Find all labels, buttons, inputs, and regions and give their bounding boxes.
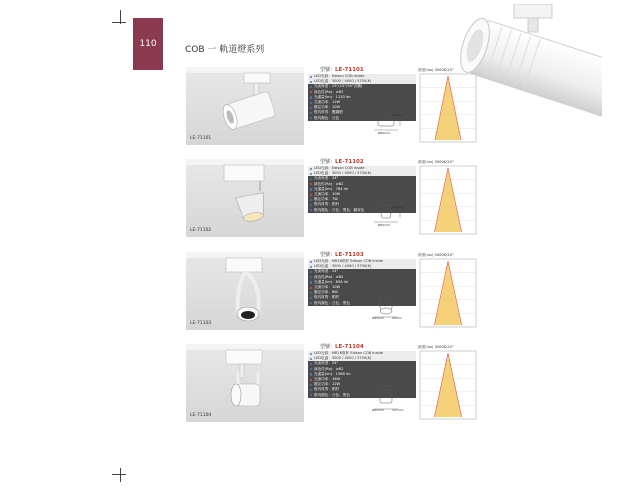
spec-row: 交流功率：16W	[308, 377, 416, 382]
page-number-tab	[133, 18, 163, 70]
beam-diagram	[418, 165, 478, 237]
model-code: LE-71102	[335, 159, 364, 165]
beam-diagram	[418, 350, 478, 422]
model-prefix: 型號：	[320, 252, 336, 258]
product-photo	[186, 67, 304, 145]
illuminance-chart	[418, 160, 478, 238]
model-code: LE-71103	[335, 252, 364, 258]
spec-row: 光通量(lm)：1368 lm	[308, 372, 416, 377]
dimension-drawing	[372, 384, 410, 414]
dimension-diameter: Ø55mm	[372, 408, 385, 412]
spec-row: 演色性(Ra)：≥82	[308, 367, 416, 372]
photo-label: LE-71101	[190, 136, 212, 141]
illuminance-chart	[418, 253, 478, 331]
product-photo	[186, 252, 304, 330]
spec-row: 光束角度：24°	[308, 176, 416, 181]
spec-row: LED色溫：3000 / 4000 / 5700(K)	[308, 79, 416, 84]
product-photo	[186, 159, 304, 237]
product-photo	[186, 344, 304, 422]
dimension-diameter: Ø62mm	[378, 223, 391, 227]
spec-row: 光束角度：23°(15°/35°訂購)	[308, 84, 416, 89]
spec-row: 燈具材質：鋁材	[308, 295, 416, 300]
dimension-height: 90mm	[392, 316, 402, 320]
product-card-71101	[186, 67, 474, 151]
product-card-71104	[186, 344, 474, 428]
spec-row: LED色溫：3000 / 4000 / 5700(K)	[308, 264, 416, 269]
photo-label: LE-71104	[190, 413, 212, 418]
chart-caption: 照度(lux) 3000K/24°	[418, 345, 454, 349]
chart-caption: 照度(lux) 3000K/23°	[418, 68, 454, 72]
dimension-drawing	[372, 107, 410, 137]
spec-row: LED色溫：3000 / 4000 / 5700(K)	[308, 171, 416, 176]
spec-row: 燈具材質：壓鑄鋁	[308, 110, 416, 115]
spec-row: 交流功率：12W	[308, 100, 416, 105]
spec-row: LED色溫：3000 / 4000 / 5700(K)	[308, 356, 416, 361]
spec-row: 光通量(lm)：784 lm	[308, 187, 416, 192]
dimension-height: 210mm	[392, 205, 404, 209]
spec-row: 額定功率：12W	[308, 382, 416, 387]
chart-caption: 照度(lux) 3000K/24°	[418, 160, 454, 164]
dimension-drawing	[372, 292, 410, 322]
spec-row: LED光源：Edison COB inside	[308, 74, 416, 79]
spec-row: 演色性(Ra)：≥82	[308, 90, 416, 95]
section-title: COB 一 軌道燈系列	[185, 45, 265, 55]
model-prefix: 型號：	[320, 159, 336, 165]
spec-row: 燈具顏色：白色、黑色	[308, 301, 416, 306]
model-heading	[320, 344, 416, 351]
model-prefix: 型號：	[320, 344, 336, 350]
spec-row: 燈具顏色：白色、黑色	[308, 393, 416, 398]
spec-row: 交流功率：10W	[308, 285, 416, 290]
photo-label: LE-71103	[190, 321, 212, 326]
spec-row: 光通量(lm)：856 lm	[308, 280, 416, 285]
spec-row: 燈具材質：鋁材	[308, 387, 416, 392]
page-number: 110	[139, 39, 157, 49]
model-code: LE-71104	[335, 344, 364, 350]
spec-row: 交流功率：10W	[308, 192, 416, 197]
spec-row: 額定功率：7W	[308, 197, 416, 202]
dimension-drawing	[372, 199, 410, 229]
model-heading	[320, 252, 416, 259]
spec-row: 額定功率：8W	[308, 290, 416, 295]
illuminance-chart	[418, 68, 478, 146]
beam-diagram	[418, 258, 478, 330]
spec-row: 光束角度：24°	[308, 269, 416, 274]
spec-row: 燈具顏色：白色	[308, 116, 416, 121]
model-code: LE-71101	[335, 67, 364, 73]
illuminance-chart	[418, 345, 478, 423]
spec-row: LED光源：Edison COB inside	[308, 166, 416, 171]
product-card-71102	[186, 159, 474, 243]
spec-row: LED光源：MR16燈杯 Edison COB inside	[308, 259, 416, 264]
model-prefix: 型號：	[320, 67, 336, 73]
spec-row: 演色性(Ra)：≥82	[308, 275, 416, 280]
spec-row: 額定功率：10W	[308, 105, 416, 110]
dimension-height: 127mm	[392, 408, 404, 412]
dimension-diameter: Ø60mm	[378, 131, 391, 135]
spec-row: 演色性(Ra)：≥82	[308, 182, 416, 187]
model-heading	[320, 159, 416, 166]
spec-row: 燈具顏色：白色、黑色、鐵灰色	[308, 208, 416, 213]
spec-row: 燈具材質：鋁材	[308, 202, 416, 207]
spec-row: 光束角度：24°	[308, 361, 416, 366]
product-card-71103	[186, 252, 474, 336]
dimension-diameter: Ø55mm	[372, 316, 385, 320]
spec-row: 光通量(lm)：1120 lm	[308, 95, 416, 100]
model-heading	[320, 67, 416, 74]
photo-label: LE-71102	[190, 228, 212, 233]
beam-diagram	[418, 73, 478, 145]
chart-caption: 照度(lux) 3000K/24°	[418, 253, 454, 257]
spec-row: LED光源：MR16燈杯 Edison COB inside	[308, 351, 416, 356]
dimension-height: 230mm	[392, 113, 404, 117]
